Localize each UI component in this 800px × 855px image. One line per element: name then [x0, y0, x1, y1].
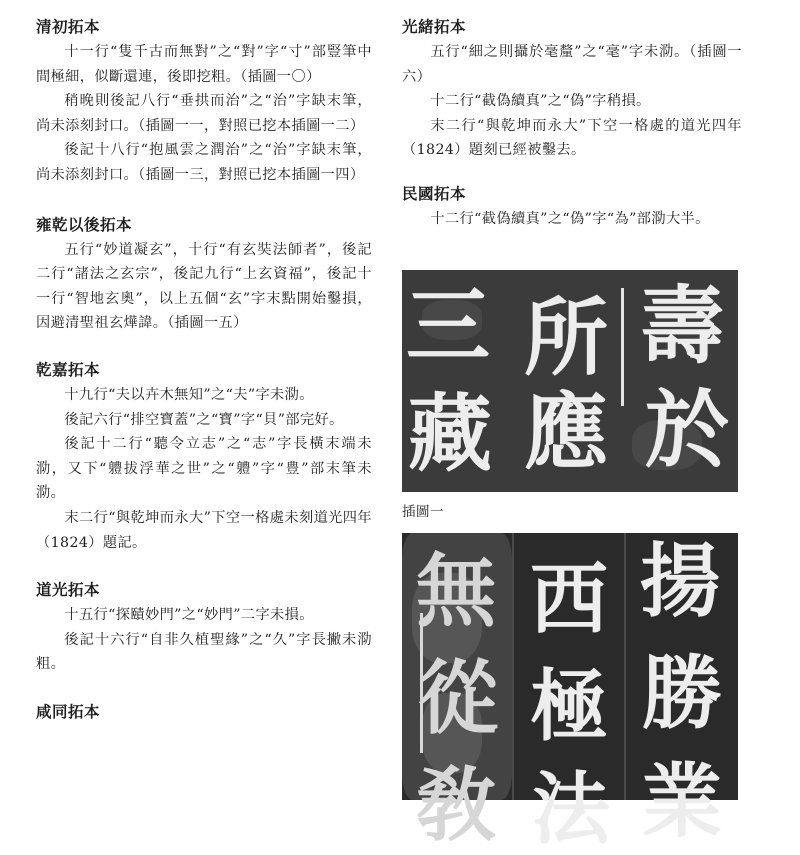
paragraph: 十二行“截偽續真”之“偽”字稍損。 [430, 93, 651, 110]
section [36, 577, 372, 677]
rubbing-char: 法 [532, 764, 611, 855]
left-column [36, 0, 372, 725]
rubbing-figure-2 [402, 533, 738, 855]
rubbing-char: 所 [524, 288, 609, 387]
figure-caption: 插圖一 [402, 504, 444, 520]
section [402, 181, 742, 232]
section-heading: 乾嘉拓本 [36, 359, 101, 379]
rubbing-figure-1 [402, 270, 738, 492]
rubbing-char: 極 [530, 661, 609, 752]
paragraph: 後記十六行“自非久植聖緣”之“久”字長撇未泐粗。 [36, 631, 372, 673]
paragraph: 稍晚則後記八行“垂拱而治”之“治”字缺末筆，尚未添刻封口。（插圖一一，對照已挖本插圖一二） [36, 93, 372, 134]
paragraph: 十一行“隻千古而無對”之“對”字“寸”部豎筆中間極細，似斷還連，後即挖粗。（插圖一〇） [36, 44, 372, 85]
paragraph: 十二行“截偽續真”之“偽”字“為”部泐大半。 [430, 210, 710, 227]
rubbing-char: 業 [642, 754, 722, 848]
section [36, 357, 372, 555]
paragraph: 後記十八行“抱風雲之潤治”之“治”字缺末筆，尚未添刻封口。（插圖一三，對照已挖本插圖一四） [36, 142, 372, 183]
paragraph: 五行“妙道凝玄”，十行“有玄奘法師者”，後記二行“諸法之玄宗”，後記九行“上玄資福”，後記十一行“智地玄奧”，以上五個“玄”字末點開始鑿損，因避清聖祖玄燁諱。（插圖一五） [36, 241, 372, 332]
section [36, 212, 372, 336]
rubbing-char: 從 [418, 651, 498, 745]
paragraph: 十五行“探賾妙門”之“妙門”二字未損。 [64, 607, 314, 624]
rubbing-char: 應 [524, 382, 609, 481]
section [36, 14, 372, 188]
rubbing-char: 壽 [640, 276, 725, 375]
section [402, 14, 742, 163]
rubbing-char: 於 [645, 380, 730, 479]
rubbing-char: 敎 [416, 758, 496, 852]
section-heading: 雍乾以後拓本 [36, 214, 133, 234]
section-heading: 咸同拓本 [36, 701, 101, 721]
paragraph: 十九行“夫以卉木無知”之“夫”字未泐。 [64, 386, 314, 403]
paragraph: 後記十二行“聽令立志”之“志”字長橫末端未泐，又下“軆拔浮華之世”之“軆”字“豊”部末筆未泐。 [36, 436, 372, 502]
section-heading: 道光拓本 [36, 580, 101, 600]
section-heading: 清初拓本 [36, 17, 101, 36]
paragraph: 五行“細之則攝於毫釐”之“毫”字未泐。（插圖一六） [402, 44, 742, 85]
paragraph: 末二行“與乾坤而永大”下空一格處未刻道光四年（1824）題記。 [36, 509, 372, 551]
rubbing-char: 藏 [408, 384, 493, 483]
rubbing-char: 三 [406, 276, 491, 375]
right-column [402, 0, 742, 232]
section-heading: 光緒拓本 [402, 17, 467, 36]
rubbing-char: 勝 [642, 646, 722, 740]
rubbing-char: 無 [416, 544, 496, 638]
paragraph: 末二行“與乾坤而永大”下空一格處的道光四年（1824）題刻已經被鑿去。 [402, 117, 742, 159]
section [36, 699, 372, 725]
rubbing-char: 西 [530, 554, 609, 645]
section-heading: 民國拓本 [402, 183, 467, 203]
rubbing-char: 揚 [640, 534, 720, 628]
paragraph: 後記六行“排空寶蓋”之“寶”字“貝”部完好。 [64, 411, 344, 428]
